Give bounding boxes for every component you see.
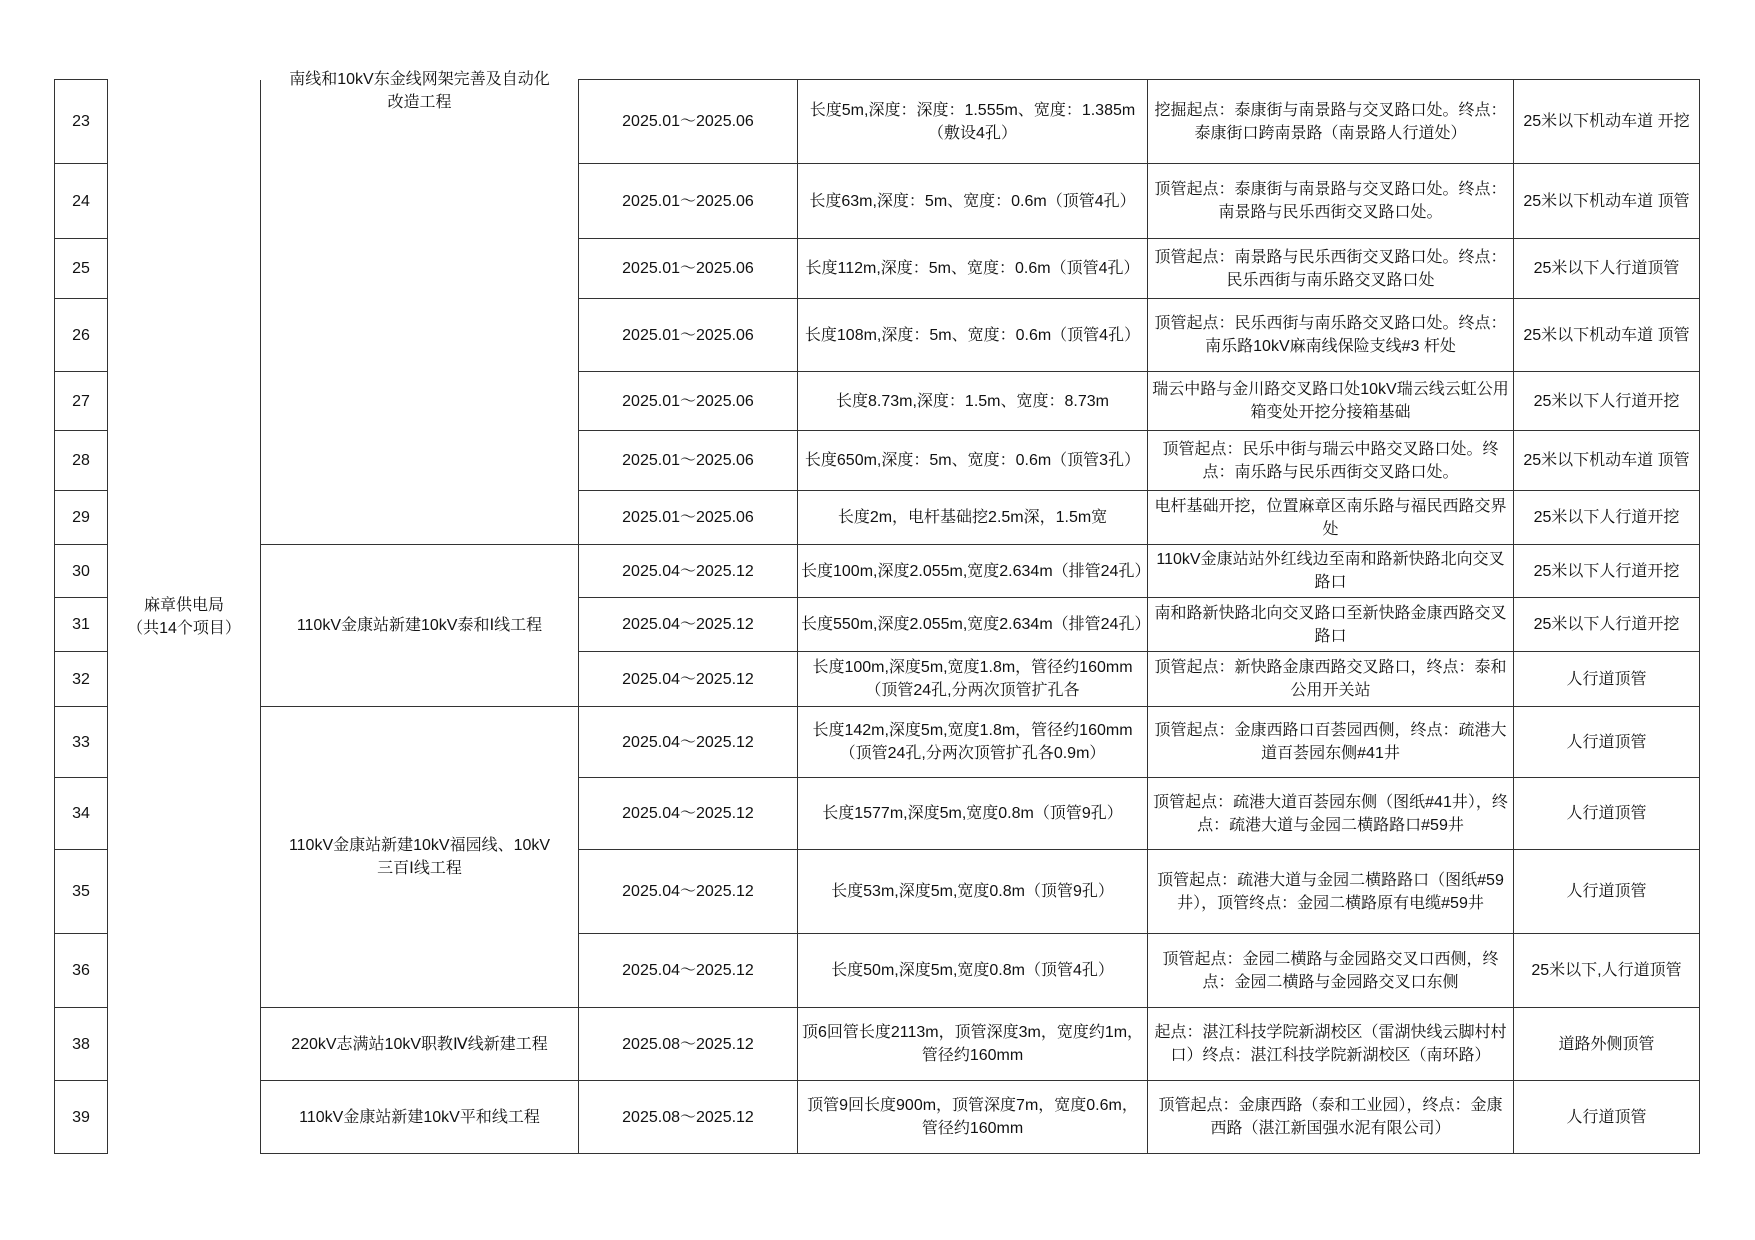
scale-cell: 长度142m,深度5m,宽度1.8m，管径约160mm（顶管24孔,分两次顶管扩孔各0.9m） [798, 707, 1148, 778]
location-cell: 顶管起点：疏港大道百荟园东侧（图纸#41井），终点：疏港大道与金园二横路路口#59井 [1148, 778, 1514, 850]
location-cell: 顶管起点：泰康街与南景路与交叉路口处。终点：南景路与民乐西街交叉路口处。 [1148, 164, 1514, 239]
date-range: 2025.04～2025.12 [579, 850, 798, 934]
location-cell: 瑞云中路与金川路交叉路口处10kV瑞云线云虹公用箱变处开挖分接箱基础 [1148, 372, 1514, 431]
date-range: 2025.04～2025.12 [579, 707, 798, 778]
project-name-line: 110kV金康站新建10kV福园线、10kV [288, 837, 551, 854]
scale-cell: 长度5m,深度：深度：1.555m、宽度：1.385m（敷设4孔） [798, 80, 1148, 164]
date-range: 2025.04～2025.12 [579, 778, 798, 850]
row-number: 34 [55, 778, 108, 850]
row-number: 30 [55, 545, 108, 598]
row-number: 38 [55, 1008, 108, 1081]
type-cell: 25米以下机动车道 开挖 [1514, 80, 1700, 164]
date-range: 2025.01～2025.06 [579, 431, 798, 491]
row-number: 24 [55, 164, 108, 239]
type-cell: 25米以下,人行道顶管 [1514, 934, 1700, 1008]
location-cell: 顶管起点：金康西路（泰和工业园），终点：金康西路（湛江新国强水泥有限公司） [1148, 1081, 1514, 1154]
org-name: 麻章供电局 [143, 596, 224, 614]
scale-cell: 长度63m,深度：5m、宽度：0.6m（顶管4孔） [798, 164, 1148, 239]
scale-cell: 长度550m,深度2.055m,宽度2.634m（排管24孔） [798, 598, 1148, 652]
scale-cell: 长度50m,深度5m,宽度0.8m（顶管4孔） [798, 934, 1148, 1008]
project-name-line: 220kV志满站10kV职教Ⅳ线新建工程 [291, 1035, 548, 1053]
row-number: 26 [55, 299, 108, 372]
row-number: 33 [55, 707, 108, 778]
scale-cell: 长度8.73m,深度：1.5m、宽度：8.73m [798, 372, 1148, 431]
date-range: 2025.04～2025.12 [579, 934, 798, 1008]
date-range: 2025.01～2025.06 [579, 239, 798, 299]
type-cell: 25米以下人行道开挖 [1514, 491, 1700, 545]
table-row [55, 1008, 1700, 1081]
location-cell: 顶管起点：金园二横路与金园路交叉口西侧，终点：金园二横路与金园路交叉口东侧 [1148, 934, 1514, 1008]
type-cell: 人行道顶管 [1514, 652, 1700, 707]
row-number: 29 [55, 491, 108, 545]
type-cell: 人行道顶管 [1514, 850, 1700, 934]
scale-cell: 长度2m，电杆基础挖2.5m深，1.5m宽 [798, 491, 1148, 545]
date-range: 2025.04～2025.12 [579, 652, 798, 707]
project-name-cell [261, 707, 579, 1008]
row-number: 36 [55, 934, 108, 1008]
date-range: 2025.01～2025.06 [579, 164, 798, 239]
row-number: 25 [55, 239, 108, 299]
project-name-line: 三百Ⅰ线工程 [377, 860, 462, 877]
date-range: 2025.01～2025.06 [579, 491, 798, 545]
location-cell: 南和路新快路北向交叉路口至新快路金康西路交叉路口 [1148, 598, 1514, 652]
type-cell: 人行道顶管 [1514, 707, 1700, 778]
org-cell [108, 80, 261, 1154]
location-cell: 起点：湛江科技学院新湖校区（雷湖快线云脚村村口）终点：湛江科技学院新湖校区（南环路） [1148, 1008, 1514, 1081]
location-cell: 顶管起点：金康西路口百荟园西侧，终点：疏港大道百荟园东侧#41井 [1148, 707, 1514, 778]
row-number: 39 [55, 1081, 108, 1154]
type-cell: 25米以下人行道开挖 [1514, 598, 1700, 652]
project-name-cell [261, 70, 579, 545]
scale-cell: 长度1577m,深度5m,宽度0.8m（顶管9孔） [798, 778, 1148, 850]
scale-cell: 长度100m,深度5m,宽度1.8m，管径约160mm（顶管24孔,分两次顶管扩孔各 [798, 652, 1148, 707]
type-cell: 25米以下机动车道 顶管 [1514, 164, 1700, 239]
scale-cell: 长度650m,深度：5m、宽度：0.6m（顶管3孔） [798, 431, 1148, 491]
table-row [55, 80, 1700, 164]
scale-cell: 长度53m,深度5m,宽度0.8m（顶管9孔） [798, 850, 1148, 934]
project-name-line: 110kV金康站新建10kV平和线工程 [299, 1108, 540, 1126]
type-cell: 25米以下人行道顶管 [1514, 239, 1700, 299]
date-range: 2025.01～2025.06 [579, 372, 798, 431]
location-cell: 顶管起点：新快路金康西路交叉路口，终点：泰和公用开关站 [1148, 652, 1514, 707]
location-cell: 110kV金康站站外红线边至南和路新快路北向交叉路口 [1148, 545, 1514, 598]
scale-cell: 长度100m,深度2.055m,宽度2.634m（排管24孔） [798, 545, 1148, 598]
project-name-cell [261, 1008, 579, 1081]
project-name-cell [261, 545, 579, 707]
type-cell: 25米以下人行道开挖 [1514, 372, 1700, 431]
row-number: 23 [55, 80, 108, 164]
org-count: （共14个项目） [127, 619, 241, 637]
location-cell: 顶管起点：民乐西街与南乐路交叉路口处。终点：南乐路10kV麻南线保险支线#3 杆处 [1148, 299, 1514, 372]
table-row [55, 707, 1700, 778]
type-cell: 25米以下人行道开挖 [1514, 545, 1700, 598]
type-cell: 25米以下机动车道 顶管 [1514, 431, 1700, 491]
location-cell: 顶管起点：民乐中街与瑞云中路交叉路口处。终点：南乐路与民乐西街交叉路口处。 [1148, 431, 1514, 491]
date-range: 2025.08～2025.12 [579, 1081, 798, 1154]
project-name-line: 110kV金康站新建10kV泰和Ⅰ线工程 [296, 617, 543, 634]
location-cell: 顶管起点：疏港大道与金园二横路路口（图纸#59井），顶管终点：金园二横路原有电缆#59井 [1148, 850, 1514, 934]
location-cell: 顶管起点：南景路与民乐西街交叉路口处。终点：民乐西街与南乐路交叉路口处 [1148, 239, 1514, 299]
date-range: 2025.04～2025.12 [579, 545, 798, 598]
scale-cell: 顶6回管长度2113m，顶管深度3m，宽度约1m，管径约160mm [798, 1008, 1148, 1081]
location-cell: 挖掘起点：泰康街与南景路与交叉路口处。终点：泰康街口跨南景路（南景路人行道处） [1148, 80, 1514, 164]
row-number: 27 [55, 372, 108, 431]
construction-table [54, 70, 1700, 1154]
type-cell: 人行道顶管 [1514, 1081, 1700, 1154]
location-cell: 电杆基础开挖，位置麻章区南乐路与福民西路交界处 [1148, 491, 1514, 545]
project-name-line: 改造工程 [387, 93, 452, 111]
date-range: 2025.01～2025.06 [579, 80, 798, 164]
date-range: 2025.08～2025.12 [579, 1008, 798, 1081]
type-cell: 人行道顶管 [1514, 778, 1700, 850]
row-number: 32 [55, 652, 108, 707]
table-row [55, 545, 1700, 598]
project-name-cell [261, 1081, 579, 1154]
row-number: 28 [55, 431, 108, 491]
table-row [55, 1081, 1700, 1154]
scale-cell: 长度108m,深度：5m、宽度：0.6m（顶管4孔） [798, 299, 1148, 372]
date-range: 2025.01～2025.06 [579, 299, 798, 372]
scale-cell: 顶管9回长度900m，顶管深度7m，宽度0.6m，管径约160mm [798, 1081, 1148, 1154]
date-range: 2025.04～2025.12 [579, 598, 798, 652]
type-cell: 道路外侧顶管 [1514, 1008, 1700, 1081]
row-number: 31 [55, 598, 108, 652]
row-number: 35 [55, 850, 108, 934]
project-name-line: 南线和10kV东金线网架完善及自动化 [289, 70, 550, 88]
type-cell: 25米以下机动车道 顶管 [1514, 299, 1700, 372]
scale-cell: 长度112m,深度：5m、宽度：0.6m（顶管4孔） [798, 239, 1148, 299]
